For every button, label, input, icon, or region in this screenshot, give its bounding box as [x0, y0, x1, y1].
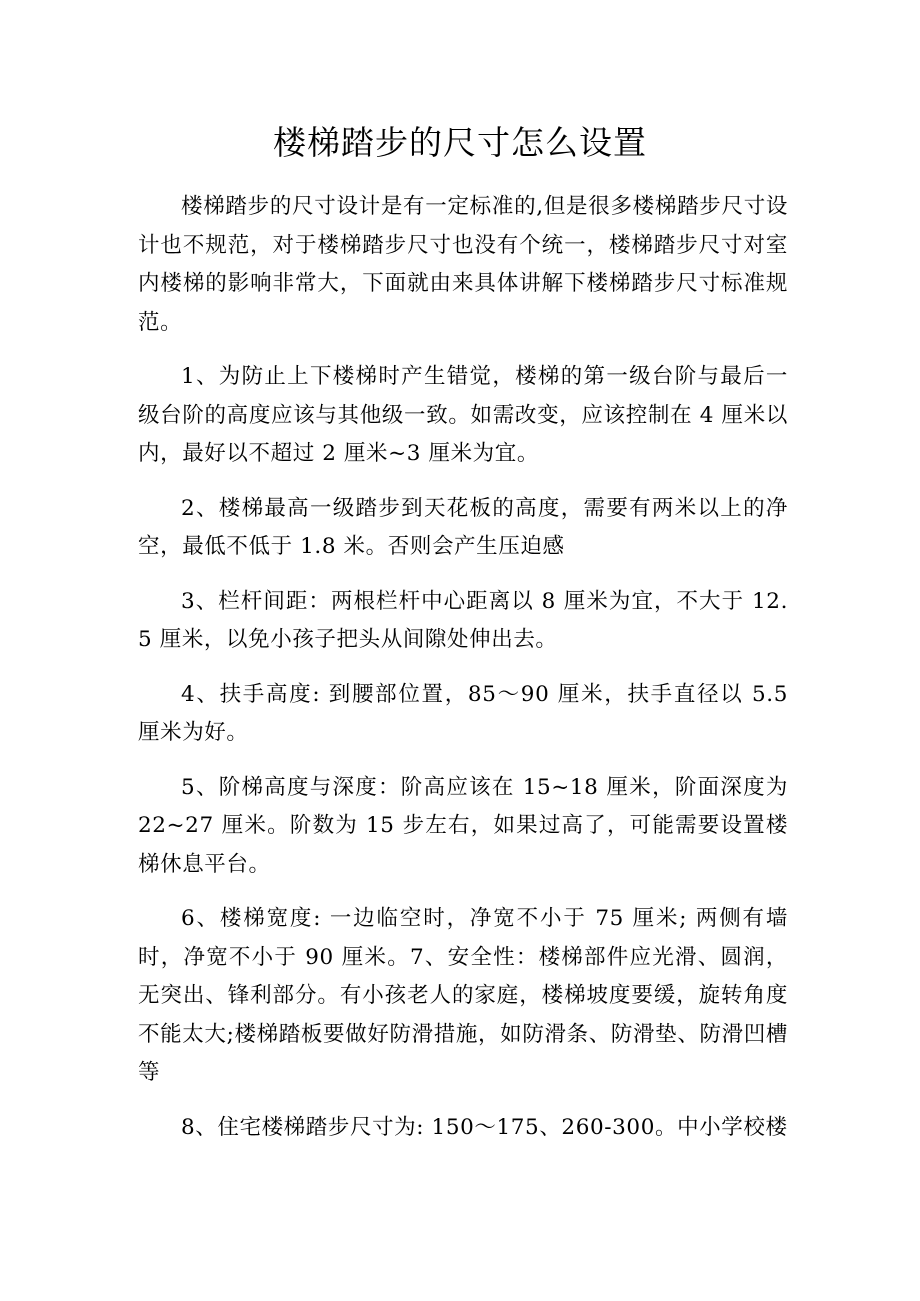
paragraph-6-7: 6、楼梯宽度: 一边临空时，净宽不小于 75 厘米; 两侧有墙时，净宽不小于 90 厘米。7、安全性：楼梯部件应光滑、圆润，无突出、锋利部分。有小孩老人的家庭，楼梯坡度要缓，旋转角度不能太大;楼梯踏板要做好防滑措施，如防滑条、防滑垫、防滑凹槽等	[138, 906, 788, 1085]
document-title: 楼梯踏步的尺寸怎么设置	[273, 123, 647, 162]
paragraph-8: 8、住宅楼梯踏步尺寸为: 150～175、260-300。中小学校楼	[181, 1114, 788, 1140]
paragraph-2: 2、楼梯最高一级踏步到天花板的高度，需要有两米以上的净空，最低不低于 1.8 米。否则会产生压迫感	[138, 495, 788, 559]
paragraph-intro: 楼梯踏步的尺寸设计是有一定标准的,但是很多楼梯踏步尺寸设计也不规范，对于楼梯踏步尺寸也没有个统一，楼梯踏步尺寸对室内楼梯的影响非常大，下面就由来具体讲解下楼梯踏步尺寸标准规范。	[138, 194, 788, 335]
paragraph-5: 5、阶梯高度与深度：阶高应该在 15~18 厘米，阶面深度为 22~27 厘米。阶数为 15 步左右，如果过高了，可能需要设置楼梯休息平台。	[138, 774, 788, 877]
paragraph-4: 4、扶手高度: 到腰部位置，85～90 厘米，扶手直径以 5.5 厘米为好。	[138, 681, 788, 745]
paragraph-3: 3、栏杆间距：两根栏杆中心距离以 8 厘米为宜，不大于 12.5 厘米，以免小孩子把头从间隙处伸出去。	[138, 588, 788, 652]
document-body	[138, 188, 788, 1163]
paragraph-1: 1、为防止上下楼梯时产生错觉，楼梯的第一级台阶与最后一级台阶的高度应该与其他级一致。如需改变，应该控制在 4 厘米以内，最好以不超过 2 厘米~3 厘米为宜。	[138, 364, 788, 466]
